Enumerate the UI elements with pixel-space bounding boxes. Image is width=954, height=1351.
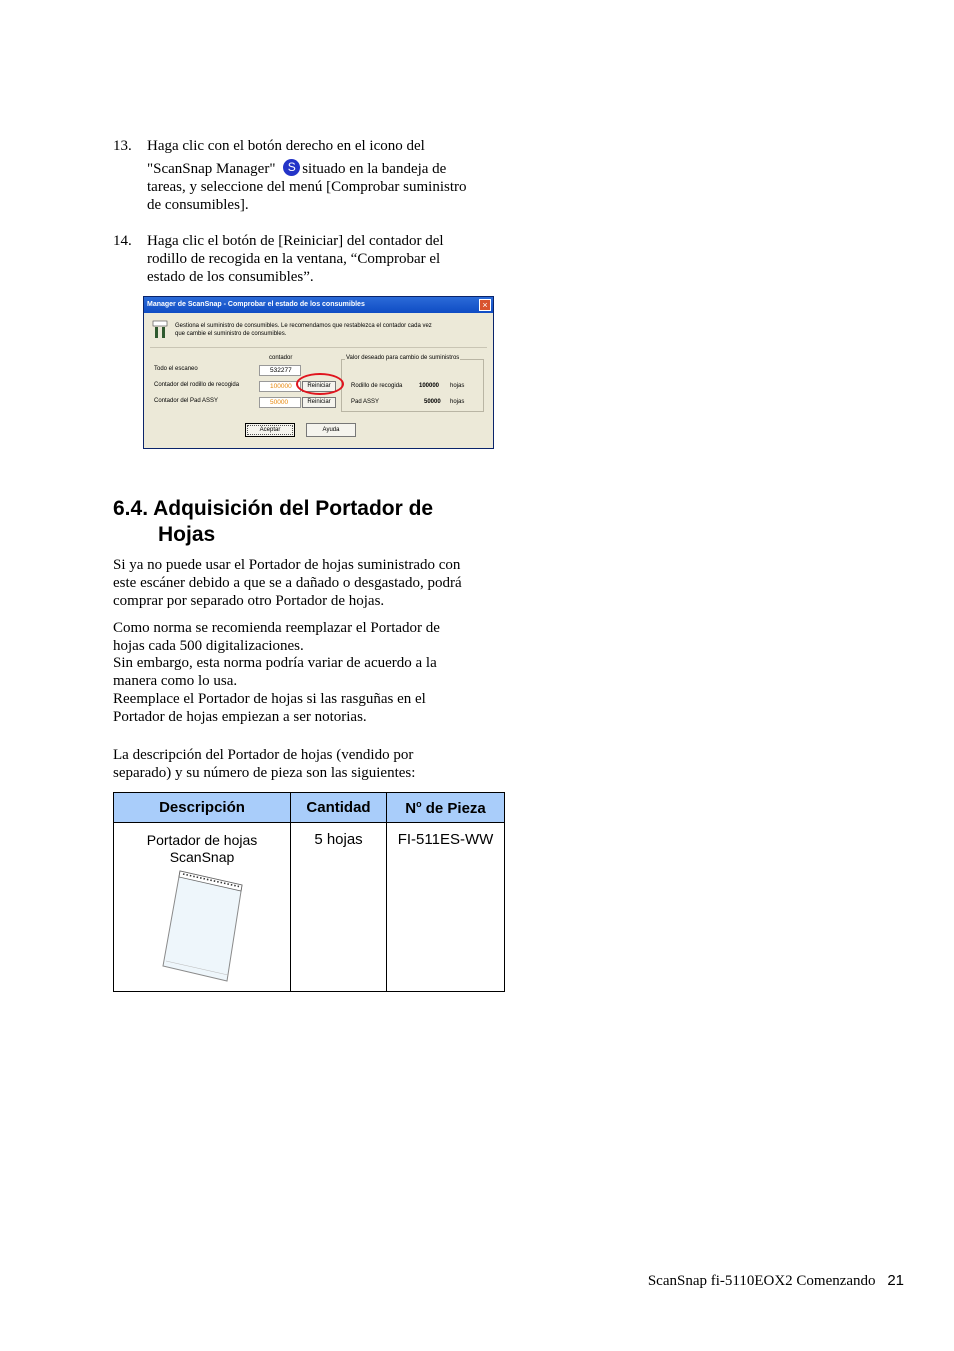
row-label: Contador del rodillo de recogida: [154, 382, 240, 388]
header-quantity: Cantidad: [291, 793, 387, 823]
target-label: Rodillo de recogida: [351, 383, 403, 389]
paragraph-line: este escáner debido a que se a dañado o desgastado, podrá: [113, 575, 462, 591]
section-title: Hojas: [158, 523, 216, 546]
dialog-info: que cambie el suministro de consumibles.: [175, 331, 287, 337]
consumables-icon: [152, 320, 168, 340]
paragraph-line: separado) y su número de pieza son las siguientes:: [113, 765, 416, 781]
target-label: Pad ASSY: [351, 399, 380, 405]
total-scans-field: 532277: [259, 365, 301, 376]
footer-text: ScanSnap fi-5110EOX2 Comenzando: [647, 1273, 876, 1289]
paragraph: [113, 746, 513, 782]
target-value: 50000: [424, 399, 441, 405]
paragraph-line: manera como lo usa.: [113, 673, 238, 690]
target-unit: hojas: [450, 383, 465, 389]
dialog-title: Manager de ScanSnap - Comprobar el estado de los consumibles: [144, 297, 493, 313]
paragraph-line: La descripción del Portador de hojas (vendido por: [113, 747, 414, 763]
reset-pick-roller-button[interactable]: Reiniciar: [302, 381, 336, 392]
page-footer: [648, 1272, 904, 1290]
header-description: Descripción: [114, 793, 291, 823]
pick-roller-counter-field: 100000: [259, 381, 301, 392]
paragraph-line: comprar por separado otro Portador de hojas.: [113, 593, 385, 609]
section-heading: [113, 496, 433, 548]
help-button[interactable]: Ayuda: [306, 423, 356, 437]
highlight-circle: [296, 373, 344, 395]
close-icon[interactable]: ×: [479, 299, 491, 311]
parts-table: [113, 792, 505, 992]
step-line: "ScanSnap Manager": [147, 161, 276, 177]
row-label: Todo el escaneo: [154, 366, 198, 372]
carrier-sheet-image: [152, 868, 252, 986]
step-line: Haga clic con el botón derecho en el icono del: [147, 138, 425, 154]
paragraph: [113, 556, 513, 610]
dialog-divider: [150, 347, 487, 348]
step-line: rodillo de recogida en la ventana, “Comprobar el: [147, 251, 441, 267]
paragraph-line: Reemplace el Portador de hojas si las rasguñas en el: [113, 690, 426, 707]
target-value: 100000: [419, 383, 440, 389]
counter-header: contador: [269, 355, 293, 361]
table-row: [114, 823, 505, 992]
target-unit: hojas: [450, 399, 465, 405]
step-line: situado en la bandeja de: [302, 161, 447, 177]
step-line: estado de los consumibles”.: [147, 269, 314, 285]
section-title: 6.4. Adquisición del Portador de: [113, 497, 434, 520]
scansnap-manager-icon: S: [283, 159, 300, 176]
step-line: de consumibles].: [147, 197, 249, 213]
header-part-number: $N^o$ de Pieza: [387, 793, 505, 823]
reset-pad-assy-button[interactable]: Reiniciar: [302, 397, 336, 408]
row-label: Contador del Pad ASSY: [154, 398, 219, 404]
paragraph-line: Si ya no puede usar el Portador de hojas suministrado con: [113, 557, 461, 573]
step-line: Haga clic el botón de [Reiniciar] del contador del: [147, 233, 444, 249]
pad-assy-counter-field: 50000: [259, 397, 301, 408]
step-line: tareas, y seleccione del menú [Comprobar suministro: [147, 179, 467, 195]
step-number: 13.: [113, 138, 132, 154]
paragraph-line: Sin embargo, esta norma podría variar de acuerdo a la: [113, 655, 437, 672]
ok-button[interactable]: Aceptar: [245, 423, 295, 437]
paragraph-line: hojas cada 500 digitalizaciones.: [113, 637, 304, 654]
cell-quantity: 5 hojas: [291, 823, 387, 992]
paragraph: [113, 620, 513, 726]
cell-part-number: FI-511ES-WW: [387, 823, 505, 992]
paragraph-line: Portador de hojas empiezan a ser notorias.: [113, 708, 367, 725]
step-number: 14.: [113, 233, 132, 249]
target-group-title: Valor deseado para cambio de suministros: [346, 355, 460, 361]
page-number: 21: [887, 1272, 904, 1289]
paragraph-line: Como norma se recomienda reemplazar el Portador de: [113, 620, 440, 636]
dialog-info: Gestiona el suministro de consumibles. Le recomendamos que restablezca el contador cada vez: [175, 323, 432, 329]
cell-description: Portador de hojas ScanSnap: [114, 823, 291, 992]
